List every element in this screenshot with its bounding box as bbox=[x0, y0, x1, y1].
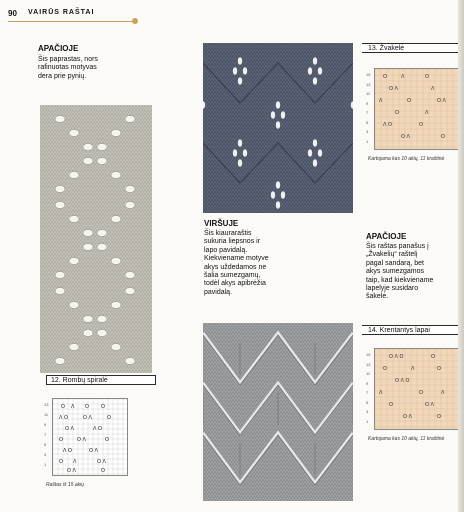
svg-text:Λ: Λ bbox=[73, 459, 77, 465]
svg-text:Λ: Λ bbox=[71, 404, 75, 410]
svg-text:Λ O: Λ O bbox=[93, 426, 102, 432]
section-title: VAIRŪS RAŠTAI bbox=[28, 9, 95, 16]
knit-photo-rombu-spirale bbox=[40, 105, 152, 373]
svg-text:O: O bbox=[419, 122, 423, 128]
chart-zvakele bbox=[374, 68, 460, 150]
svg-text:Λ: Λ bbox=[379, 390, 383, 396]
svg-text:O: O bbox=[59, 459, 63, 465]
virsuje-body: Šis kiauraraštis sukuria liepsnos ir lapo pavidalą. Kiekviename motyve akys uždedamos ne šalia sumezgamų, todėl akys apibrėžia pavidalą. bbox=[204, 230, 269, 296]
svg-text:Λ O: Λ O bbox=[383, 122, 392, 128]
apacioje-left-title: APAČIOJE bbox=[38, 44, 79, 53]
svg-text:Λ O: Λ O bbox=[63, 448, 72, 454]
svg-text:O Λ O: O Λ O bbox=[389, 354, 404, 360]
svg-text:Λ: Λ bbox=[401, 74, 405, 80]
svg-text:Λ: Λ bbox=[379, 98, 383, 104]
svg-text:O Λ: O Λ bbox=[401, 134, 410, 140]
svg-text:O: O bbox=[61, 404, 65, 410]
svg-text:O Λ: O Λ bbox=[437, 98, 446, 104]
chart-rombu-spirale bbox=[52, 398, 128, 476]
page-number: 90 bbox=[8, 9, 17, 18]
apacioje-right-body: Šis raštas panašus į „Žvakelių“ raštelį pagal sandarą, bet akys sumezgamos taip, kad kiekviename lapelyje susidaro šakelė. bbox=[366, 243, 434, 301]
svg-text:Λ: Λ bbox=[441, 390, 445, 396]
svg-text:O: O bbox=[105, 437, 109, 443]
svg-text:O: O bbox=[85, 404, 89, 410]
svg-text:O: O bbox=[437, 414, 441, 420]
svg-text:O Λ: O Λ bbox=[83, 415, 92, 421]
chart-12-row-labels: 13 11 9 7 5 3 1 bbox=[44, 402, 49, 467]
svg-text:O Λ: O Λ bbox=[77, 437, 86, 443]
svg-text:Λ: Λ bbox=[425, 110, 429, 116]
chart-12-note: Raštas iš 15 akių bbox=[46, 482, 85, 488]
svg-text:O: O bbox=[425, 74, 429, 80]
chart-14-row-labels: 15 13 11 9 7 5 3 1 bbox=[366, 352, 371, 424]
svg-text:O: O bbox=[407, 98, 411, 104]
svg-text:O Λ: O Λ bbox=[89, 448, 98, 454]
svg-text:O Λ: O Λ bbox=[403, 414, 412, 420]
svg-text:O: O bbox=[389, 402, 393, 408]
svg-text:Λ: Λ bbox=[431, 86, 435, 92]
header-rule bbox=[8, 21, 134, 22]
svg-text:O Λ: O Λ bbox=[97, 459, 106, 465]
apacioje-right-title: APAČIOJE bbox=[366, 232, 407, 241]
chart-krentantys-lapai bbox=[374, 348, 460, 430]
svg-text:O Λ: O Λ bbox=[389, 86, 398, 92]
apacioje-left-body: Šis paprastas, nors rafinuotas motyvas dera prie pynių. bbox=[38, 56, 98, 80]
svg-text:O: O bbox=[59, 437, 63, 443]
caption-rombu-spirale: 12. Rombų spiralė bbox=[46, 375, 156, 385]
page-gutter-shadow bbox=[458, 0, 464, 512]
svg-text:O: O bbox=[431, 354, 435, 360]
svg-text:O: O bbox=[441, 134, 445, 140]
virsuje-title: VIRŠUJE bbox=[204, 219, 239, 228]
caption-zvakele: 13. Žvakelė bbox=[362, 43, 458, 53]
svg-text:O Λ: O Λ bbox=[67, 468, 76, 474]
svg-text:O Λ O: O Λ O bbox=[395, 378, 410, 384]
chart-14-note: Kartojama kas 10 akių, 11 kraštinė bbox=[368, 436, 445, 442]
svg-text:O Λ: O Λ bbox=[65, 426, 74, 432]
svg-text:O: O bbox=[383, 366, 387, 372]
svg-text:O: O bbox=[395, 110, 399, 116]
svg-text:O: O bbox=[383, 74, 387, 80]
chart-13-note: Kartojama kas 10 akių, 11 kraštinė bbox=[368, 156, 445, 162]
knit-photo-krentantys-lapai bbox=[203, 323, 353, 501]
chart-13-row-labels: 15 13 11 9 7 5 3 1 bbox=[366, 72, 371, 144]
svg-text:O: O bbox=[437, 366, 441, 372]
header-dot bbox=[132, 18, 138, 24]
svg-text:O: O bbox=[101, 468, 105, 474]
svg-text:Λ O: Λ O bbox=[59, 415, 68, 421]
svg-text:O: O bbox=[107, 415, 111, 421]
svg-text:O: O bbox=[419, 390, 423, 396]
knit-photo-zvakele bbox=[203, 43, 353, 213]
caption-krentantys-lapai: 14. Krentantys lapai bbox=[362, 325, 458, 335]
svg-text:Λ: Λ bbox=[411, 366, 415, 372]
svg-text:O Λ: O Λ bbox=[425, 402, 434, 408]
svg-text:O: O bbox=[101, 404, 105, 410]
